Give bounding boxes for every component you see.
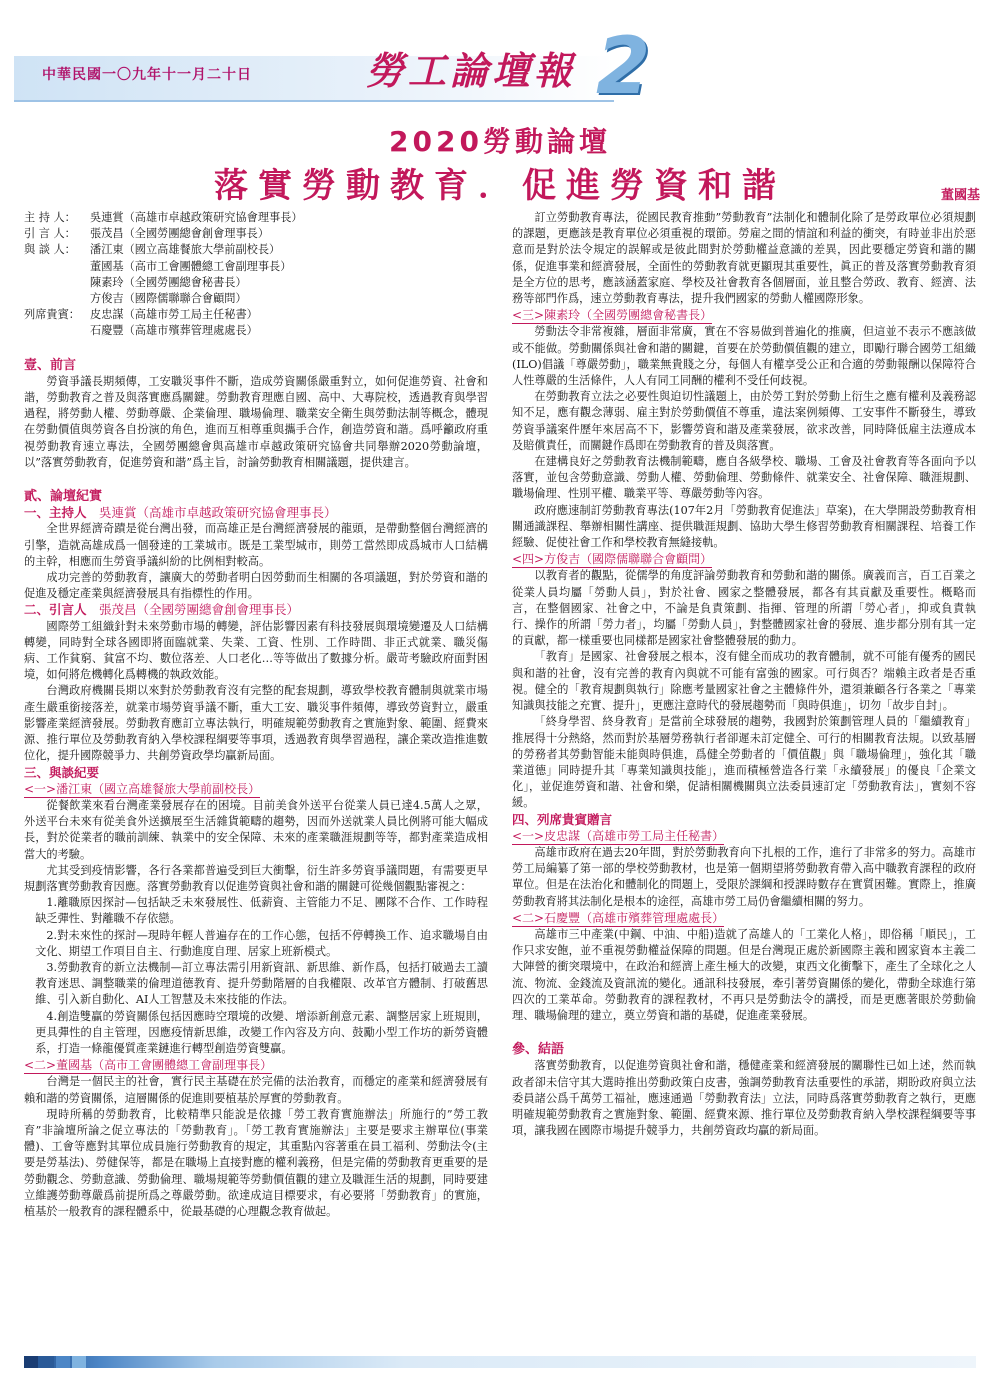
role-name: 方俊吉（國際儒聯聯合會顧問） xyxy=(90,292,247,306)
issue-date: 中華民國一〇九年十一月二十日 xyxy=(42,67,252,83)
footer-block xyxy=(24,1356,38,1368)
article-author: 董國基 xyxy=(940,188,980,203)
paragraph: 高雄市政府在過去20年間，對於勞動教育向下扎根的工作，進行了非常多的努力。高雄市勞工局編纂了第一部的學校勞動教材，也是第一個期望將勞動教育帶入高中職教育課程的政府單位。但是在法治化和體制化的問題上，受限於課綱和授課時數存在實質困難。實際上，推廣勞動教育將其法制化是根本的途徑，高雄市勞工局仍會繼續相關的努力。 xyxy=(512,845,976,908)
speaker-heading: <二>石慶豐（高雄市殯葬管理處處長） xyxy=(512,910,724,927)
role-label xyxy=(24,259,90,275)
role-row xyxy=(24,210,488,226)
role-name: 陳素玲（全國勞團總會秘書長） xyxy=(90,275,247,289)
subsection-person: 張茂昌（全國勞團總會創會理事長） xyxy=(99,602,300,618)
footer-block xyxy=(40,1356,54,1368)
role-label: 列席貴賓： xyxy=(24,308,80,322)
speaker-heading: <二>董國基（高市工會團體總工會副理事長） xyxy=(24,1057,272,1074)
paragraph: 以教育者的觀點，從儒學的角度評論勞動教育和勞動和諧的關係。廣義而言，百工百業之從業人員均屬「勞動人員」，對於社會、國家之整體發展，都各有其貢獻及重要性。概略而言，在整個國家、社會之中，不論是負責策劃、指揮、管理的所謂「勞心者」，抑或負責執行、操作的所謂「勞力者」，均屬「勞動人員」，對整體國家社會的發展、進步都分別有其一定的貢獻，都一樣重要也同樣都是國家社會整體發展的動力。 xyxy=(512,569,976,648)
paragraph: 政府應速制訂勞動教育專法(107年2月「勞動教育促進法」草案)，在大學開設勞動教育相關通識課程、舉辦相關性講座、提供職涯規劃、協助大學生修習勞動教育相關課程、培養工作經驗、促使社會工作和學校教育無縫接軌。 xyxy=(512,503,976,550)
role-row xyxy=(24,226,488,242)
footer-block xyxy=(72,1356,86,1368)
role-label: 與 談 人： xyxy=(24,243,76,257)
role-name: 董國基（高市工會團體總工會副理事長） xyxy=(90,259,292,273)
footer-block xyxy=(56,1356,70,1368)
section-heading: 參、結語 xyxy=(512,1042,565,1058)
role-row xyxy=(24,259,488,275)
section-heading: 貳、論壇紀實 xyxy=(24,489,103,505)
role-row xyxy=(24,323,488,339)
footer-blocks xyxy=(24,1356,88,1368)
footer-bar xyxy=(24,1356,976,1368)
paragraph: 台灣是一個民主的社會，實行民主基礎在於完備的法治教育，而穩定的產業和經濟發展有賴和諧的勞資關係，這層關係的促進則要植基於厚實的勞動教育。 xyxy=(24,1075,488,1105)
role-name: 石慶豐（高雄市殯葬管理處處長） xyxy=(90,324,258,338)
section-heading: 壹、前言 xyxy=(24,357,77,373)
subsection-number: 二、引言人 xyxy=(24,602,87,618)
subsection-number: 一、主持人 xyxy=(24,505,87,521)
paragraph: 在勞動教育立法之必要性與迫切性議題上，由於勞工對於勞動上衍生之應有權利及義務認知不足，應有觀念薄弱、雇主對於勞動價值不尊重，違法案例頻傳、工安事件不斷發生，導致勞資爭議案件歷年來居高不下，影響勞資和諧及產業發展，欲求改善，同時降低雇主法遵成本及賠償責任，而關鍵作爲即在勞動教育的普及與落實。 xyxy=(512,390,976,452)
paragraph: 從餐飲業來看台灣產業發展存在的困境。目前美食外送平台從業人員已達4.5萬人之眾，外送平台未來有從美食外送擴展至生活雜貨範疇的趨勢，因而外送就業人員比例將可能大幅成長，對於從業者的職前訓練、執業中的安全保障、未來的產業職涯規劃等等，都對產業造成相當大的考驗。 xyxy=(24,798,488,861)
role-label: 主 持 人： xyxy=(24,211,76,224)
role-name: 張茂昌（全國勞團總會創會理事長） xyxy=(90,227,270,241)
left-column xyxy=(24,210,488,1220)
paragraph: 高雄市三中產業(中鋼、中油、中船)造就了高雄人的「工業化人格」，即俗稱「順民」，工作只求安飽，並不重視勞動權益保障的問題。但是台灣現正處於新國際主義和國家資本主義二大陣營的衝突環境中，在政治和經濟上產生極大的改變，東西文化衝擊下，產生了全球化之人流、物流、金錢流及資訊流的變化。通訊科技發展，牽引著勞資關係的變化，帶動全球進行第四次的工業革命。勞動教育的課程教材，不再只是勞動法令的講授，而是更應著眼於勞動倫理、職場倫理的建立，奠立勞資和諧的基礎，促進產業發展。 xyxy=(512,927,976,1022)
paragraph: 在建構良好之勞動教育法機制範疇，應自各級學校、職場、工會及社會教育等各面向予以落實，並包含勞動意識、勞動人權、勞動倫理、勞動條件、就業安全、社會保障、職涯規劃、職場倫理、性別平權、職業平等、尊嚴勞動等內容。 xyxy=(512,455,976,501)
paragraph: 「教育」是國家、社會發展之根本，沒有健全而成功的教育體制，就不可能有優秀的國民與和諧的社會，沒有完善的教育內與就不可能有富強的國家。可行與否？端賴主政者是否重視。健全的「教育規劃與執行」除應考量國家社會之主體條件外，還須兼顧各行各業之「專業知識與技能之充實、提升」，更應注意時代的發展趨勢而「與時俱進」，切勿「故步自封」。 xyxy=(512,650,976,713)
role-row xyxy=(24,307,488,323)
masthead xyxy=(14,22,986,118)
role-name: 潘江東（國立高雄餐旅大學前副校長） xyxy=(90,243,281,257)
speaker-heading: <四>方俊吉（國際儒聯聯合會顧問） xyxy=(512,551,712,568)
article-title-line1: 2020勞動論壇 xyxy=(389,125,611,158)
role-row xyxy=(24,242,488,258)
speaker-heading: <三>陳素玲（全國勞團總會秘書長） xyxy=(512,307,712,324)
role-label xyxy=(24,323,90,339)
paper-name: 勞工論壇報 xyxy=(366,48,577,93)
paragraph: 現時所稱的勞動教育，比較精準只能說是依據「勞工教育實施辦法」所施行的”勞工教育”非論壇所論之促立專法的「勞動教育」。「勞工教育實施辦法」主要是要求主辦單位(事業體)、工會等應對其單位成員施行勞動教育的規定，其重點內容著重在員工福利、勞動法令(主要是勞基法)、勞健保等，都是在職場上直接對應的權利義務，但是完備的勞動教育更重要的是勞動觀念、勞動意識、勞動倫理、職場規範等勞動價值觀的建立及職涯生活的規劃，同時要建立維護勞動尊嚴爲前提所爲之尊嚴勞動。欲達成這目標要求，有必要將「勞動教育」的實施，植基於一般教育的課程體系中，從最基礎的心理觀念教育做起。 xyxy=(24,1107,488,1218)
paragraph: 全世界經濟奇蹟是從台灣出發，而高雄正是台灣經濟發展的龍頭，是帶動整個台灣經濟的引擎，造就高雄成爲一個發達的工業城市。既是工業型城市，則勞工當然即成爲城市人口結構的主幹，相應而生勞資爭議糾紛的比例相對較高。 xyxy=(24,522,488,568)
paragraph: 訂立勞動教育專法，從國民教育推動”勞動教育”法制化和體制化除了是勞政單位必須規劃的課題，更應該是教育單位必須重視的環節。勞雇之間的情誼和利益的衝突，有時並非出於惡意而是對於法令規定的誤解或是彼此間對於勞動權益意識的差異，因此要穩定勞資和諧的關係，促進事業和經濟發展，全面性的勞動教育就更顯現其重要性，眞正的普及落實勞動教育須是全方位的思考，應該涵蓋家庭、學校及社會教育各個層面，並且整合勞政、教育、經濟、法務等部門作爲，速立勞動教育專法，提升我們國家的勞動人權國際形象。 xyxy=(512,211,976,306)
subsection-heading xyxy=(24,505,488,521)
subsection-person: 吳連賞（高雄市卓越政策研究協會理事長） xyxy=(99,505,337,521)
paragraph: 勞資爭議長期頻傳，工安職災事件不斷，造成勞資關係嚴重對立，如何促進勞資、社會和諧，勞動教育之普及與落實應爲關鍵。勞動教育理應自國、高中、大專院校，透過教育與學習過程，將勞動人權、勞動尊嚴、企業倫理、職場倫理、職業安全衛生與勞動法制等概念，體現在勞動價值與勞資各自扮演的角色，進而互相尊重與攜手合作，創造勞資和諧。爲呼籲政府重視勞動教育速立專法，全國勞團總會與高雄市卓越政策研究協會共同舉辦2020勞動論壇，以”落實勞動教育，促進勞資和諧”爲主旨，討論勞動教育相關議題，提供建言。 xyxy=(24,374,488,469)
paragraph: 成功完善的勞動教育，讓廣大的勞動者明白因勞動而生相關的各項議題，對於勞資和諧的促進及穩定產業與經濟發展具有指標性的作用。 xyxy=(24,571,488,601)
roles-list xyxy=(24,210,488,340)
paragraph: 勞動法令非常複雜，層面非常廣，實在不容易做到普遍化的推廣，但這並不表示不應該做或不能做。勞動關係與社會和諧的關鍵，首要在於勞動價值觀的建立，即勵行聯合國勞工組織(ILO)倡議「尊嚴勞動」，職業無貴賤之分，每個人有權享受公正和合適的勞動報酬以保障符合人性尊嚴的生活條件，人人有同工同酬的權利不受任何歧視。 xyxy=(512,325,976,388)
subsection-heading: 四、列席貴賓贈言 xyxy=(512,811,613,827)
list-item: 4.創造雙贏的勞資關係包括因應時空環境的改變、增添新創意元素、調整居家上班規則，更具彈性的自主管理，因應疫情新思維，改變工作內容及方向、鼓勵小型工作坊的新勞資體系，打造一條龍優質產業鏈進行轉型創造勞資雙贏。 xyxy=(35,1009,488,1055)
article-title-line2: 落實勞動教育．促進勞資和諧 xyxy=(214,166,786,206)
role-label xyxy=(24,275,90,291)
page-number: 2 xyxy=(596,22,651,112)
role-label xyxy=(24,291,90,307)
paragraph: 尤其受到疫情影響，各行各業都普遍受到巨大衝擊，衍生許多勞資爭議問題，有需要更早規劃落實勞動教育因應。落實勞動教育以促進勞資與社會和諧的關鍵可從幾個觀點審視之： xyxy=(24,863,488,893)
role-label: 引 言 人： xyxy=(24,227,76,241)
paragraph: 國際勞工組織針對未來勞動市場的轉變，評估影響因素有科技發展與環境變遷及人口結構轉變，同時對全球各國即將面臨就業、失業、工資、性別、工作時間、非正式就業、職災傷病、工作貧窮、貧富不均、數位落差、人口老化…等等做出了數據分析。嚴苛考驗政府面對困境，如何將危機轉化爲轉機的執政效能。 xyxy=(24,619,488,682)
role-name: 吳連賞（高雄市卓越政策研究協會理事長） xyxy=(90,211,303,224)
paragraph: 「終身學習、終身教育」是當前全球發展的趨勢，我國對於策劃管理人員的「繼續教育」推展得十分熱絡，然而對於基層勞務執行者卻遲未訂定健全、可行的相關教育法規。以致基層的勞務者其勞動智能未能與時俱進，爲健全勞動者的「價值觀」與「職場倫理」，強化其「職業道德」同時提升其「專業知識與技能」，進而積極營造各行業「永續發展」的優良「企業文化」，並促進勞資和諧、社會和樂，促請相關機關與立法委員速訂定「勞動教育法」，實刻不容緩。 xyxy=(512,715,976,810)
role-name: 皮忠謀（高雄市勞工局主任秘書） xyxy=(90,308,258,322)
speaker-heading: <一>皮忠謀（高雄市勞工局主任秘書） xyxy=(512,828,724,845)
paragraph: 落實勞動教育，以促進勞資與社會和諧，穩健產業和經濟發展的關聯性已如上述，然而執政者卻未信守其大選時推出勞動政策白皮書，強調勞動教育法重要性的承諾，期盼政府與立法委員諸公爲千萬勞工福祉，應速通過「勞動教育法」立法，同時爲落實勞動教育之執行，更應明確規範勞動教育之實施對象、範圍、經費來源、推行單位及勞動教育納入學校課程綱要等事項，讓我國在國際市場提升競爭力，共創勞資政均贏的新局面。 xyxy=(512,1059,976,1138)
role-row xyxy=(24,275,488,291)
speaker-heading: <一>潘江東（國立高雄餐旅大學前副校長） xyxy=(24,781,260,798)
list-item: 1.離職原因探討—包括缺乏未來發展性、低薪資、主管能力不足、團隊不合作、工作時程缺乏彈性、對離職不存依戀。 xyxy=(35,896,488,926)
paragraph: 台灣政府機關長期以來對於勞動教育沒有完整的配套規劃，導致學校教育體制與就業市場產生嚴重銜接落差，就業市場勞資爭議不斷，重大工安、職災事件頻傳，導致勞資對立，嚴重影響產業經濟發展。勞動教育應訂立專法執行，明確規範勞動教育之實施對象、範圍、經費來源、推行單位及勞動教育納入學校課程綱要等事項，透過教育與學習過程，讓企業改造推進數位化，提升國際競爭力、共創勞資政學均贏新局面。 xyxy=(24,684,488,763)
subsection-heading: 三、與談紀要 xyxy=(24,764,100,780)
list-item: 3.勞動教育的新立法機制—訂立專法需引用新資訊、新思維、新作爲，包括打破過去工讀教育迷思、調整職業的倫理道德教育、提升勞動階層的自我權限、改革官方體制、打破舊思維、引入新自動化、AI人工智慧及未來技能的作法。 xyxy=(35,960,488,1007)
right-column xyxy=(512,210,976,1139)
list-item: 2.對未來性的探討—現時年輕人普遍存在的工作心態，包括不停轉換工作、追求職場自由文化、期望工作項目自主、行動進度自理、居家上班新模式。 xyxy=(35,928,488,958)
role-row xyxy=(24,291,488,307)
subsection-heading xyxy=(24,602,488,618)
